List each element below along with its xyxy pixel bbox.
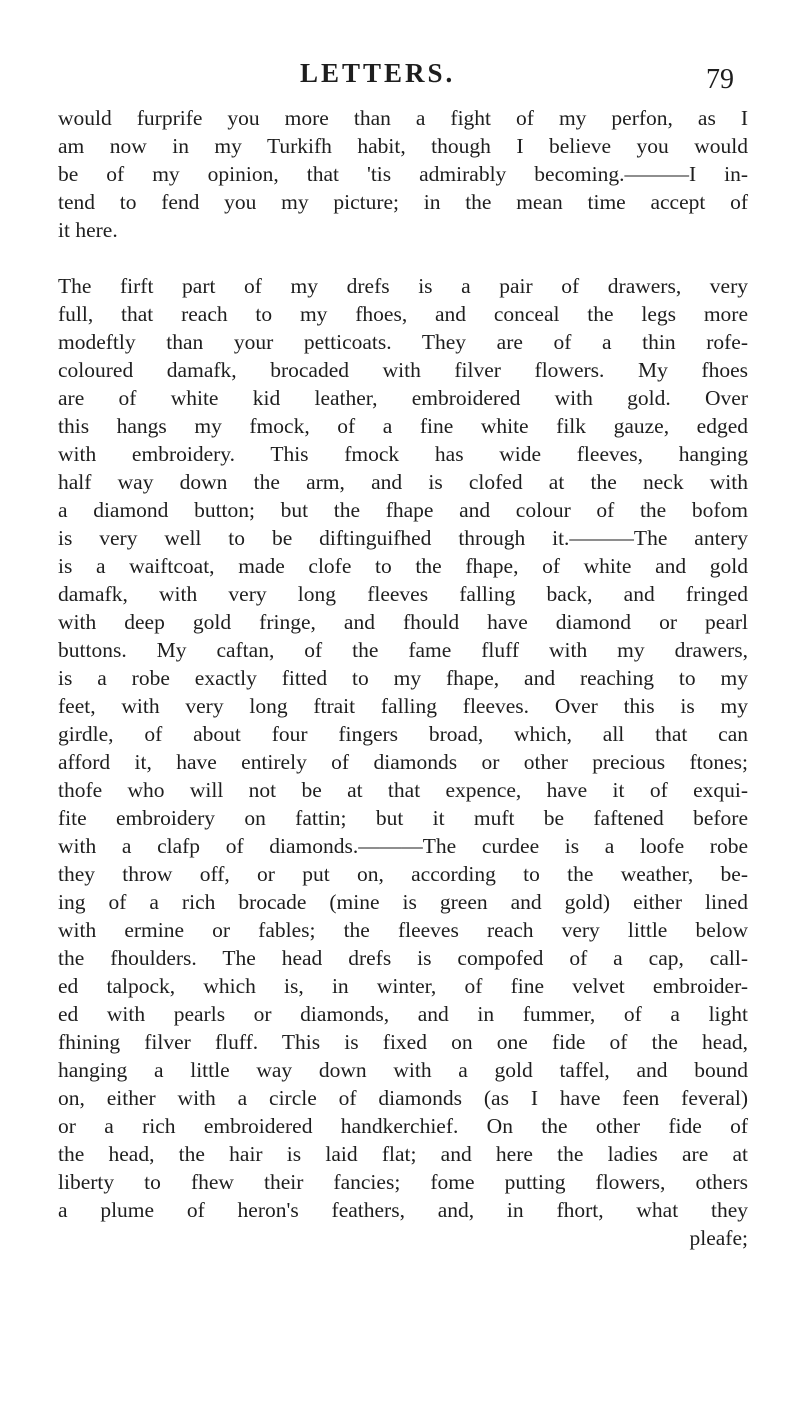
text-line: fhining filver fluff. This is fixed on one fide of the head, [58, 1030, 748, 1054]
text-line: with ermine or fables; the fleeves reach very little below [58, 918, 748, 942]
text-line: on, either with a circle of diamonds (as I have feen feveral) [58, 1086, 748, 1110]
text-line: or a rich embroidered handkerchief. On the other fide of [58, 1114, 748, 1138]
text-line: damafk, with very long fleeves falling back, and fringed [58, 582, 748, 606]
text-line: hanging a little way down with a gold taffel, and bound [58, 1058, 748, 1082]
text-line: be of my opinion, that 'tis admirably becoming.———I in- [58, 162, 748, 186]
page-number: 79 [706, 64, 734, 95]
text-line: coloured damafk, brocaded with filver flowers. My fhoes [58, 358, 748, 382]
text-line: ed with pearls or diamonds, and in fummer, of a light [58, 1002, 748, 1026]
text-line: full, that reach to my fhoes, and conceal the legs more [58, 302, 748, 326]
paragraph-gap [58, 244, 748, 272]
text-line: half way down the arm, and is clofed at the neck with [58, 470, 748, 494]
text-line: they throw off, or put on, according to the weather, be- [58, 862, 748, 886]
text-line: with embroidery. This fmock has wide fleeves, hanging [58, 442, 748, 466]
text-line: it here. [58, 218, 118, 242]
text-line: buttons. My caftan, of the fame fluff with my drawers, [58, 638, 748, 662]
text-line: feet, with very long ftrait falling fleeves. Over this is my [58, 694, 748, 718]
text-line: thofe who will not be at that expence, have it of exqui- [58, 778, 748, 802]
text-line: with deep gold fringe, and fhould have diamond or pearl [58, 610, 748, 634]
text-line: a plume of heron's feathers, and, in fhort, what they [58, 1198, 748, 1222]
running-head [0, 58, 800, 94]
text-line: The firft part of my drefs is a pair of drawers, very [58, 274, 748, 298]
text-line: ing of a rich brocade (mine is green and gold) either lined [58, 890, 748, 914]
text-line: is a robe exactly fitted to my fhape, and reaching to my [58, 666, 748, 690]
text-line: girdle, of about four fingers broad, which, all that can [58, 722, 748, 746]
text-line: are of white kid leather, embroidered with gold. Over [58, 386, 748, 410]
text-line: the head, the hair is laid flat; and here the ladies are at [58, 1142, 748, 1166]
text-line: modeftly than your petticoats. They are of a thin rofe- [58, 330, 748, 354]
text-line: is very well to be diftinguifhed through it.———The antery [58, 526, 748, 550]
text-line: would furprife you more than a fight of my perfon, as I [58, 106, 748, 130]
text-line: is a waiftcoat, made clofe to the fhape, of white and gold [58, 554, 748, 578]
text-line: with a clafp of diamonds.———The curdee is a loofe robe [58, 834, 748, 858]
header-title: LETTERS. [300, 58, 456, 88]
body-text [58, 104, 748, 1252]
text-line: a diamond button; but the fhape and colour of the bofom [58, 498, 748, 522]
text-line: liberty to fhew their fancies; fome putting flowers, others [58, 1170, 748, 1194]
text-line: ed talpock, which is, in winter, of fine velvet embroider- [58, 974, 748, 998]
text-line: the fhoulders. The head drefs is compofed of a cap, call- [58, 946, 748, 970]
catchword: pleafe; [689, 1226, 748, 1250]
text-line: fite embroidery on fattin; but it muft be faftened before [58, 806, 748, 830]
text-line: am now in my Turkifh habit, though I believe you would [58, 134, 748, 158]
text-line: afford it, have entirely of diamonds or other precious ftones; [58, 750, 748, 774]
text-line: tend to fend you my picture; in the mean time accept of [58, 190, 748, 214]
text-line: this hangs my fmock, of a fine white filk gauze, edged [58, 414, 748, 438]
